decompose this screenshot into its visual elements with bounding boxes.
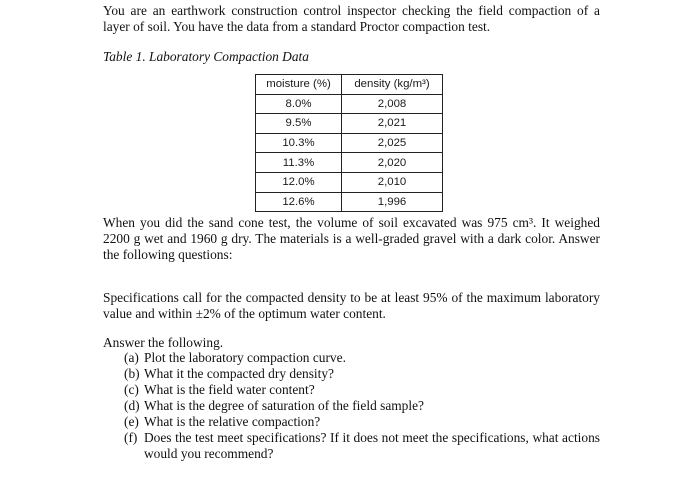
question-label: (d) [124,398,140,413]
table-row [256,133,443,153]
question-item [124,382,600,398]
question-text: Plot the laboratory compaction curve. [144,350,346,365]
question-label: (b) [124,366,140,381]
moisture-cell: 9.5% [256,114,342,134]
question-text: What is the field water content? [144,382,315,397]
question-item [124,414,600,430]
question-text: What is the degree of saturation of the field sample? [144,398,424,413]
moisture-cell: 10.3% [256,133,342,153]
density-cell: 2,025 [342,133,443,153]
compaction-table-container [255,74,443,212]
table-row [256,153,443,173]
table-caption: Table 1. Laboratory Compaction Data [103,49,309,64]
question-item [124,398,600,414]
compaction-data-table [255,74,443,212]
moisture-cell: 8.0% [256,94,342,114]
question-text: What it the compacted dry density? [144,366,335,381]
table-row [256,94,443,114]
specifications-paragraph: Specifications call for the compacted density to be at least 95% of the maximum laboratory value and within ±2% of the optimum water content. [103,290,600,321]
question-label: (a) [124,350,139,365]
sand-cone-paragraph: When you did the sand cone test, the volume of soil excavated was 975 cm³. It weighed 2200 g wet and 1960 g dry. The materials is a well-graded gravel with a dark color. Answer the following questions: [103,215,600,262]
answer-intro: Answer the following. [103,335,224,350]
intro-paragraph: You are an earthwork construction control inspector checking the field compaction of a layer of soil. You have the data from a standard Proctor compaction test. [103,3,600,34]
question-label: (f) [124,430,138,445]
table-header-row [256,75,443,95]
density-cell: 2,020 [342,153,443,173]
moisture-cell: 12.0% [256,172,342,192]
question-text: What is the relative compaction? [144,414,321,429]
question-item [124,366,600,382]
table-row [256,192,443,212]
density-header: density (kg/m³) [342,75,443,95]
table-row [256,172,443,192]
questions-list [124,350,600,462]
question-label: (e) [124,414,139,429]
question-text: Does the test meet specifications? If it does not meet the specifications, what actions would you recommend? [144,430,600,461]
question-item [124,430,600,462]
question-item [124,350,600,366]
moisture-cell: 12.6% [256,192,342,212]
density-cell: 2,010 [342,172,443,192]
moisture-header: moisture (%) [256,75,342,95]
moisture-cell: 11.3% [256,153,342,173]
density-cell: 1,996 [342,192,443,212]
table-row [256,114,443,134]
question-label: (c) [124,382,139,397]
density-cell: 2,021 [342,114,443,134]
density-cell: 2,008 [342,94,443,114]
